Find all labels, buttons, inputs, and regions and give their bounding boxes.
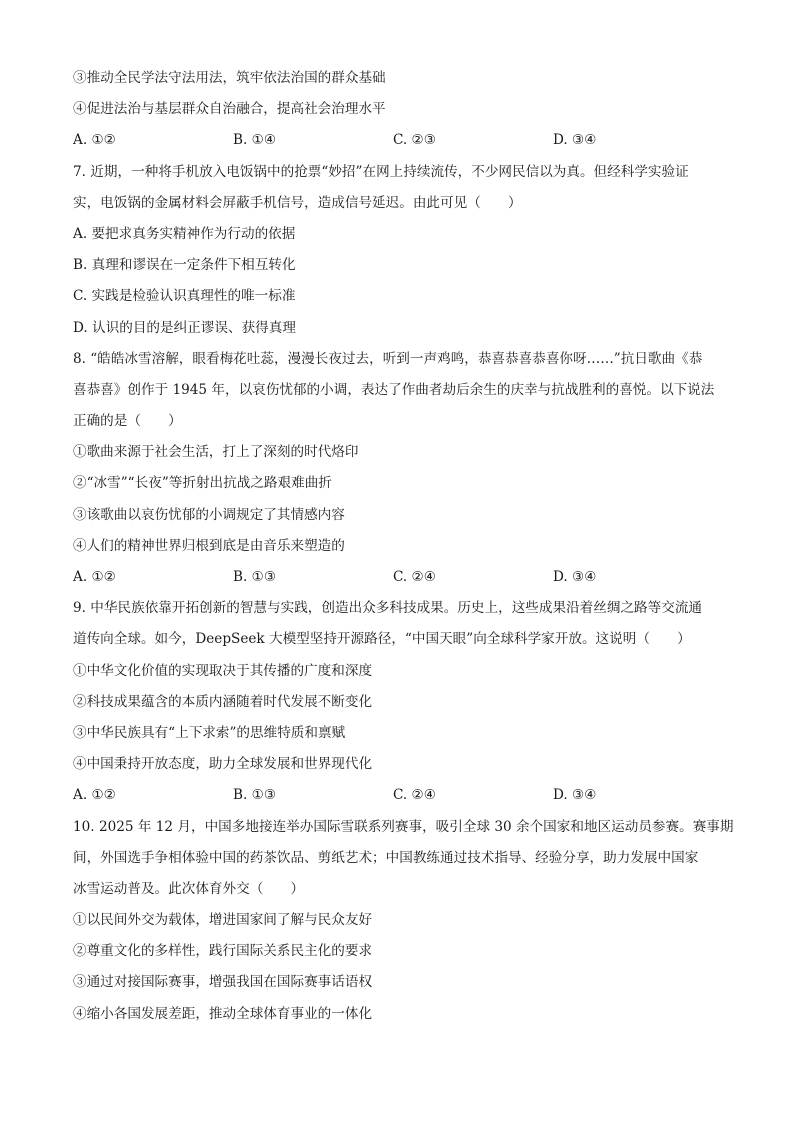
q10-item-2: ②尊重文化的多样性，践行国际关系民主化的要求 bbox=[73, 943, 373, 960]
q9-item-4: ④中国秉持开放态度，助力全球发展和世界现代化 bbox=[73, 756, 373, 773]
q6-item-3: ③推动全民学法守法用法，筑牢依法治国的群众基础 bbox=[73, 70, 386, 86]
q9-option-a: A. ①② bbox=[73, 787, 116, 804]
q9-stem-line-1: 9. 中华民族依靠开拓创新的智慧与实践，创造出众多科技成果。历史上，这些成果沿着丝绸之路等交流通 bbox=[73, 600, 703, 617]
q7-choice-a: A. 要把求真务实精神作为行动的依据 bbox=[73, 225, 296, 242]
q9-option-c: C. ②④ bbox=[393, 787, 436, 804]
exam-page bbox=[73, 63, 734, 1030]
q9-item-2: ②科技成果蕴含的本质内涵随着时代发展不断变化 bbox=[73, 693, 373, 710]
q9-option-b: B. ①③ bbox=[233, 787, 277, 804]
q7-choice-c: C. 实践是检验认识真理性的唯一标准 bbox=[73, 288, 296, 305]
q8-item-4: ④人们的精神世界归根到底是由音乐来塑造的 bbox=[73, 537, 345, 554]
q6-option-c: C. ②③ bbox=[393, 132, 436, 149]
q8-stem-line-3: 正确的是（ ） bbox=[73, 413, 182, 430]
q8-option-b: B. ①③ bbox=[233, 569, 277, 585]
q8-option-d: D. ③④ bbox=[553, 569, 597, 585]
q9-stem-line-2: 道传向全球。如今，DeepSeek 大模型坚持开源路径，“中国天眼”向全球科学家开放。这说明（ ） bbox=[73, 631, 691, 648]
q10-stem-line-3: 冰雪运动普及。此次体育外交（ ） bbox=[73, 880, 305, 897]
q10-item-4: ④缩小各国发展差距，推动全球体育事业的一体化 bbox=[73, 1005, 373, 1022]
q8-options bbox=[73, 562, 725, 593]
q8-stem-line-2: 喜恭喜》创作于 1945 年，以哀伤忧郁的小调，表达了作曲者劫后余生的庆幸与抗战胜利的喜悦。以下说法 bbox=[73, 381, 715, 398]
q8-option-a: A. ①② bbox=[73, 569, 116, 585]
q9-item-3: ③中华民族具有“上下求索”的思维特质和禀赋 bbox=[73, 724, 346, 741]
q8-item-2: ②“冰雪”“长夜”等折射出抗战之路艰难曲折 bbox=[73, 475, 332, 492]
q10-stem-line-1: 10. 2025 年 12 月，中国多地接连举办国际雪联系列赛事，吸引全球 30 余个国家和地区运动员参赛。赛事期 bbox=[73, 818, 734, 835]
q10-item-1: ①以民间外交为载体，增进国家间了解与民众友好 bbox=[73, 912, 373, 929]
q6-option-b: B. ①④ bbox=[233, 132, 277, 149]
q7-choice-b: B. 真理和谬误在一定条件下相互转化 bbox=[73, 257, 296, 274]
q10-item-3: ③通过对接国际赛事，增强我国在国际赛事话语权 bbox=[73, 974, 373, 991]
q6-item-4: ④促进法治与基层群众自治融合，提高社会治理水平 bbox=[73, 101, 386, 118]
q8-stem-line-1: 8. “皓皓冰雪溶解，眼看梅花吐蕊，漫漫长夜过去，听到一声鸡鸣，恭喜恭喜恭喜你呀……”抗日歌曲《恭 bbox=[73, 350, 703, 367]
q9-option-d: D. ③④ bbox=[553, 787, 597, 804]
q6-option-a: A. ①② bbox=[73, 132, 116, 149]
q7-stem-line-2: 实，电饭锅的金属材料会屏蔽手机信号，造成信号延迟。由此可见（ ） bbox=[73, 194, 522, 211]
q7-stem-line-1: 7. 近期，一种将手机放入电饭锅中的抢票“妙招”在网上持续流传，不少网民信以为真。但经科学实验证 bbox=[73, 163, 689, 180]
q6-options bbox=[73, 125, 725, 156]
q8-item-3: ③该歌曲以哀伤忧郁的小调规定了其情感内容 bbox=[73, 506, 345, 523]
q9-options bbox=[73, 780, 725, 811]
q10-stem-line-2: 间，外国选手争相体验中国的药茶饮品、剪纸艺术；中国教练通过技术指导、经验分享，助力发展中国家 bbox=[73, 849, 699, 866]
q6-option-d: D. ③④ bbox=[553, 132, 597, 149]
q9-item-1: ①中华文化价值的实现取决于其传播的广度和深度 bbox=[73, 662, 373, 679]
q8-item-1: ①歌曲来源于社会生活，打上了深刻的时代烙印 bbox=[73, 444, 359, 461]
q8-option-c: C. ②④ bbox=[393, 569, 436, 585]
q7-choice-d: D. 认识的目的是纠正谬误、获得真理 bbox=[73, 319, 296, 336]
